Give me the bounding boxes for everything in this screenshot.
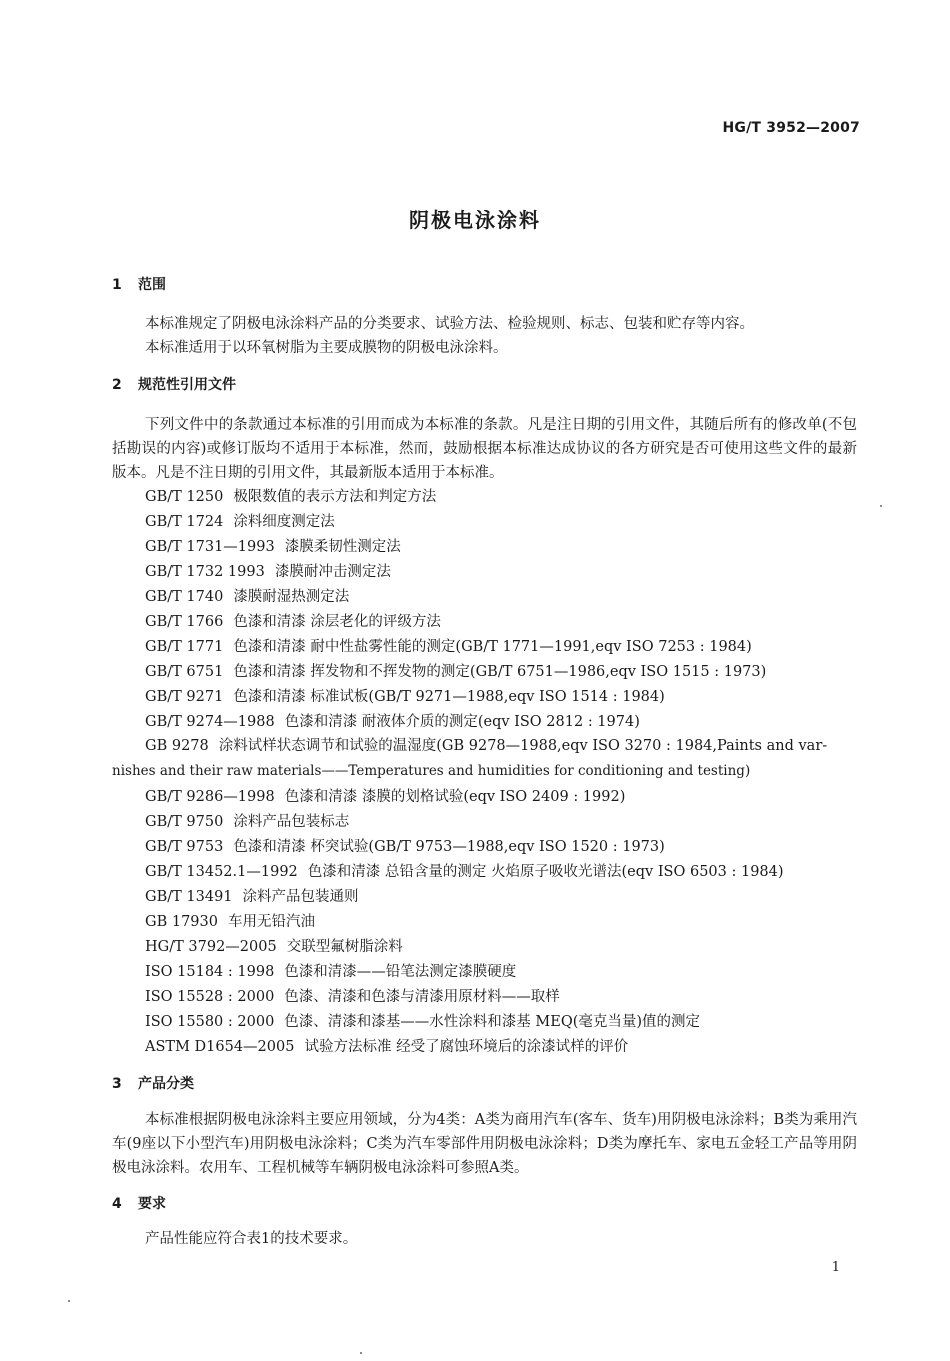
reference-item (145, 487, 436, 507)
reference-item (145, 712, 640, 732)
reference-item (145, 837, 665, 857)
reference-code: HG/T 3792—2005 (145, 939, 277, 955)
reference-code: GB 9278 (145, 738, 209, 754)
reference-item (145, 787, 625, 807)
reference-item (145, 537, 401, 557)
paragraph: 下列文件中的条款通过本标准的引用而成为本标准的条款。凡是注日期的引用文件，其随后所有的修改单(不包括勘误的内容)或修订版均不适用于本标准，然而，鼓励根据本标准达成协议的各方研究是否可使用这些文件的最新版本。凡是不注日期的引用文件，其最新版本适用于本标准。 (112, 417, 857, 481)
reference-code: GB 17930 (145, 914, 218, 930)
reference-title: 车用无铅汽油 (227, 914, 315, 930)
reference-title: 色漆和清漆 漆膜的划格试验(eqv ISO 2409 : 1992) (284, 789, 626, 805)
paragraph: 本标准规定了阴极电泳涂料产品的分类要求、试验方法、检验规则、标志、包装和贮存等内容。 (145, 316, 754, 332)
reference-title: 色漆和清漆 耐中性盐雾性能的测定(GB/T 1771—1991,eqv ISO 7253 : 1984) (233, 639, 752, 655)
scan-speck (360, 1352, 362, 1354)
section-title: 要求 (138, 1196, 166, 1212)
reference-code: GB/T 1732 1993 (145, 564, 265, 580)
scan-speck (68, 1300, 70, 1302)
reference-item (145, 962, 516, 982)
document-title: 阴极电泳涂料 (409, 208, 541, 232)
reference-item (145, 887, 359, 907)
reference-code: GB/T 9271 (145, 689, 224, 705)
reference-title: 试验方法标准 经受了腐蚀环境后的涂漆试样的评价 (304, 1039, 629, 1055)
scope-paragraphs (112, 312, 857, 360)
requirements-paragraph (112, 1227, 857, 1251)
reference-item (145, 987, 560, 1007)
reference-title: 交联型氟树脂涂料 (286, 939, 403, 955)
reference-item (145, 612, 441, 632)
reference-title: 色漆和清漆 耐液体介质的测定(eqv ISO 2812 : 1974) (284, 714, 640, 730)
classification-paragraph (112, 1108, 857, 1180)
reference-code: GB/T 9286—1998 (145, 789, 275, 805)
reference-code: ISO 15580 : 2000 (145, 1014, 275, 1030)
reference-code: GB/T 9750 (145, 814, 224, 830)
reference-title: 色漆和清漆 标准试板(GB/T 9271—1988,eqv ISO 1514 : 1984) (233, 689, 665, 705)
section-heading-scope (112, 274, 166, 294)
paragraph: 本标准适用于以环氧树脂为主要成膜物的阴极电泳涂料。 (145, 340, 508, 356)
reference-continuation: nishes and their raw materials——Temperatures and humidities for conditioning and testing) (112, 763, 751, 779)
reference-code: GB/T 1731—1993 (145, 539, 275, 555)
standard-code: HG/T 3952—2007 (722, 120, 860, 136)
reference-item (145, 512, 335, 532)
reference-code: GB/T 1766 (145, 614, 224, 630)
section-heading-requirements (112, 1193, 166, 1213)
reference-title: 色漆、清漆和色漆与清漆用原材料——取样 (284, 989, 560, 1005)
section-number: 3 (112, 1076, 122, 1092)
reference-code: GB/T 9274—1988 (145, 714, 275, 730)
section-title: 规范性引用文件 (138, 377, 236, 393)
section-number: 4 (112, 1196, 122, 1212)
reference-item (145, 687, 665, 707)
reference-item (145, 1012, 700, 1032)
reference-title: 漆膜柔韧性测定法 (284, 539, 401, 555)
reference-item (145, 1037, 628, 1057)
references-intro (112, 413, 857, 485)
reference-title: 涂料细度测定法 (233, 514, 335, 530)
reference-title: 涂料试样状态调节和试验的温湿度(GB 9278—1988,eqv ISO 3270 : 1984,Paints and var- (218, 738, 828, 754)
reference-title: 色漆和清漆 涂层老化的评级方法 (233, 614, 441, 630)
reference-title: 涂料产品包装通则 (242, 889, 359, 905)
section-title: 范围 (138, 277, 166, 293)
scan-speck (880, 505, 882, 507)
reference-title: 色漆和清漆 挥发物和不挥发物的测定(GB/T 6751—1986,eqv ISO 1515 : 1973) (233, 664, 767, 680)
reference-code: GB/T 9753 (145, 839, 224, 855)
reference-item (145, 587, 349, 607)
reference-item-wrapped (112, 734, 857, 784)
reference-code: GB/T 1771 (145, 639, 224, 655)
reference-item (145, 662, 766, 682)
section-number: 2 (112, 377, 122, 393)
reference-code: ASTM D1654—2005 (145, 1039, 295, 1055)
section-title: 产品分类 (138, 1076, 194, 1092)
reference-item (145, 812, 349, 832)
reference-code: ISO 15184 : 1998 (145, 964, 275, 980)
reference-item (145, 862, 784, 882)
reference-item (145, 912, 315, 932)
reference-item (145, 937, 403, 957)
section-heading-classification (112, 1073, 194, 1093)
reference-title: 涂料产品包装标志 (233, 814, 350, 830)
reference-code: GB/T 13452.1—1992 (145, 864, 298, 880)
reference-title: 色漆和清漆——铅笔法测定漆膜硬度 (284, 964, 517, 980)
reference-title: 色漆、清漆和漆基——水性涂料和漆基 MEQ(毫克当量)值的测定 (284, 1014, 701, 1030)
reference-code: GB/T 1250 (145, 489, 224, 505)
reference-code: GB/T 13491 (145, 889, 233, 905)
paragraph: 产品性能应符合表1的技术要求。 (145, 1231, 358, 1247)
paragraph: 本标准根据阴极电泳涂料主要应用领域，分为4类：A类为商用汽车(客车、货车)用阴极电泳涂料；B类为乘用汽车(9座以下小型汽车)用阴极电泳涂料；C类为汽车零部件用阴极电泳涂料；D类为摩托车、家电五金轻工产品等用阴极电泳涂料。农用车、工程机械等车辆阴极电泳涂料可参照A类。 (112, 1112, 857, 1176)
section-number: 1 (112, 277, 122, 293)
reference-title: 漆膜耐湿热测定法 (233, 589, 350, 605)
reference-title: 漆膜耐冲击测定法 (274, 564, 391, 580)
reference-item (145, 637, 752, 657)
reference-item (145, 562, 391, 582)
section-heading-normative-references (112, 374, 236, 394)
page-number: 1 (831, 1260, 840, 1275)
reference-code: GB/T 1724 (145, 514, 224, 530)
reference-code: ISO 15528 : 2000 (145, 989, 275, 1005)
reference-title: 色漆和清漆 杯突试验(GB/T 9753—1988,eqv ISO 1520 : 1973) (233, 839, 665, 855)
reference-title: 色漆和清漆 总铅含量的测定 火焰原子吸收光谱法(eqv ISO 6503 : 1984) (307, 864, 784, 880)
reference-title: 极限数值的表示方法和判定方法 (233, 489, 437, 505)
reference-code: GB/T 1740 (145, 589, 224, 605)
reference-code: GB/T 6751 (145, 664, 224, 680)
